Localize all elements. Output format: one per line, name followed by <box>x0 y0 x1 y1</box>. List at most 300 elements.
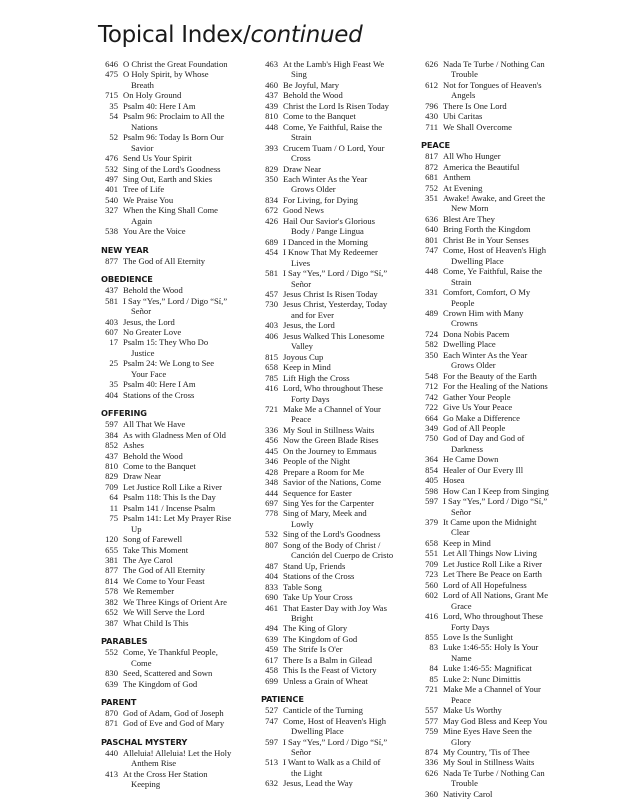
hymn-title-block <box>438 642 586 663</box>
hymn-title: Jesus, the Lord <box>283 320 335 331</box>
hymn-number: 834 <box>265 194 278 205</box>
hymn-title: Psalm 141 / Incense Psalm <box>123 502 216 513</box>
index-entry <box>421 454 586 464</box>
hymn-title-block <box>118 419 259 429</box>
hymn-number: 52 <box>109 132 118 143</box>
topic-heading: OFFERING <box>101 408 147 419</box>
hymn-number: 444 <box>265 487 278 498</box>
topic-section <box>101 59 259 237</box>
hymn-title: You Are the Voice <box>123 226 186 237</box>
hymn-title: Not for Tongues of Heaven's <box>443 79 542 90</box>
hymn-title: Make Me a Channel of Your <box>283 403 381 414</box>
hymn-title-block <box>278 540 416 561</box>
hymn-title: All That We Have <box>123 419 186 430</box>
index-entry <box>421 101 586 111</box>
hymn-title-block <box>118 555 259 565</box>
hymn-title-block <box>278 247 416 268</box>
hymn-title: May God Bless and Keep You <box>443 715 548 726</box>
hymn-title-block <box>438 580 586 590</box>
hymn-number: 829 <box>265 163 278 174</box>
index-entry <box>101 59 259 69</box>
hymn-number: 497 <box>105 173 118 184</box>
index-entry <box>261 571 416 581</box>
hymn-title-block <box>438 80 586 101</box>
hymn-title-block <box>438 371 586 381</box>
hymn-title-block <box>438 757 586 767</box>
hymn-number: 607 <box>105 326 118 337</box>
hymn-title-continuation: Forty Days <box>291 393 330 404</box>
hymn-title: We Remember <box>123 586 175 597</box>
index-entry <box>421 684 586 705</box>
hymn-title-block <box>118 358 259 379</box>
hymn-title-continuation: Clear <box>451 527 470 538</box>
hymn-title: Jesus Christ, Yesterday, Today <box>283 299 388 310</box>
hymn-title: Joyous Cup <box>283 351 324 362</box>
hymn-number: 416 <box>265 383 278 394</box>
hymn-title-block <box>438 486 586 496</box>
hymn-title-block <box>438 475 586 485</box>
index-entry <box>261 404 416 425</box>
index-entry <box>421 245 586 266</box>
hymn-number: 597 <box>105 419 118 430</box>
hymn-title-block <box>118 482 259 492</box>
index-entry <box>421 224 586 234</box>
hymn-number: 830 <box>105 668 118 679</box>
index-entry <box>261 216 416 237</box>
index-entry <box>421 350 586 371</box>
hymn-number: 877 <box>105 565 118 576</box>
hymn-title-block <box>118 296 259 317</box>
hymn-title: I Danced in the Morning <box>283 236 368 247</box>
hymn-title: This Is the Feast of Victory <box>283 665 377 676</box>
hymn-number: 538 <box>105 226 118 237</box>
index-entry <box>261 665 416 675</box>
hymn-title-block <box>118 748 259 769</box>
index-entry <box>421 59 586 80</box>
hymn-title-block <box>278 331 416 352</box>
hymn-title-block <box>278 195 416 205</box>
index-entry <box>421 559 586 569</box>
index-entry <box>261 737 416 758</box>
hymn-number: 632 <box>265 778 278 789</box>
index-entry <box>101 285 259 295</box>
hymn-number: 655 <box>105 544 118 555</box>
index-entry <box>421 768 586 789</box>
index-entry <box>261 122 416 143</box>
topic-heading: PEACE <box>421 140 451 151</box>
hymn-number: 384 <box>105 429 118 440</box>
hymn-number: 430 <box>425 111 438 122</box>
hymn-title-block <box>278 446 416 456</box>
hymn-title-block <box>278 665 416 675</box>
hymn-title-block <box>438 465 586 475</box>
hymn-title: Let All Things Now Living <box>443 548 537 559</box>
index-entry <box>261 425 416 435</box>
hymn-title: Nada Te Turbe / Nothing Can <box>443 767 545 778</box>
hymn-number: 85 <box>429 673 438 684</box>
page-title <box>98 22 362 48</box>
hymn-number: 439 <box>265 100 278 111</box>
hymn-title: Come, Host of Heaven's High <box>283 715 386 726</box>
index-entry <box>421 705 586 715</box>
hymn-title: My Soul in Stillness Waits <box>283 424 375 435</box>
hymn-title: It Came upon the Midnight <box>443 517 537 528</box>
index-entry <box>101 576 259 586</box>
hymn-number: 626 <box>425 767 438 778</box>
index-entry <box>421 235 586 245</box>
hymn-title-block <box>118 607 259 617</box>
hymn-title: I Know That My Redeemer <box>283 247 378 258</box>
hymn-title: Mine Eyes Have Seen the <box>443 726 532 737</box>
hymn-title: Take This Moment <box>123 544 189 555</box>
hymn-title-block <box>278 498 416 508</box>
index-entry <box>261 508 416 529</box>
index-entry <box>261 467 416 477</box>
hymn-title: Awake! Awake, and Greet the <box>443 192 546 203</box>
hymn-title-block <box>118 597 259 607</box>
hymn-title-block <box>278 488 416 498</box>
index-entry <box>421 183 586 193</box>
hymn-title-block <box>278 571 416 581</box>
hymn-title: Give Us Your Peace <box>443 402 513 413</box>
index-entry <box>261 195 416 205</box>
hymn-title-block <box>278 561 416 571</box>
hymn-title-block <box>278 655 416 665</box>
hymn-title: What Child Is This <box>123 617 189 628</box>
page-title-main: Topical Index/ <box>98 22 251 48</box>
index-entry <box>421 716 586 726</box>
hymn-number: 513 <box>265 757 278 768</box>
hymn-title-block <box>438 392 586 402</box>
hymn-title-block <box>278 477 416 487</box>
index-entry <box>101 153 259 163</box>
index-entry <box>421 111 586 121</box>
hymn-title-continuation: Señor <box>291 747 312 757</box>
hymn-title-block <box>438 193 586 214</box>
index-entry <box>421 193 586 214</box>
hymn-title: Luke 1:46-55: Magnificat <box>443 663 532 674</box>
hymn-title-block <box>278 164 416 174</box>
hymn-title: Come to the Banquet <box>283 111 356 122</box>
hymn-title: That Easter Day with Joy Was <box>283 602 387 613</box>
hymn-title-continuation: Forty Days <box>451 621 490 632</box>
hymn-title: Psalm 118: This Is the Day <box>123 492 216 503</box>
hymn-number: 557 <box>425 705 438 716</box>
hymn-title: O Christ the Great Foundation <box>123 59 228 69</box>
topic-section <box>421 140 586 799</box>
hymn-title-block <box>118 256 259 266</box>
index-entry <box>101 337 259 358</box>
hymn-number: 426 <box>265 215 278 226</box>
hymn-title-block <box>278 644 416 654</box>
hymn-title: Comfort, Comfort, O My <box>443 287 531 298</box>
hymn-title: The Aye Carol <box>123 555 173 566</box>
hymn-title-block <box>278 122 416 143</box>
topic-heading: NEW YEAR <box>101 244 149 255</box>
hymn-number: 364 <box>425 454 438 465</box>
hymn-title-block <box>278 373 416 383</box>
hymn-title: Christ the Lord Is Risen Today <box>283 100 389 111</box>
hymn-title-block <box>118 184 259 194</box>
index-entry <box>261 320 416 330</box>
hymn-title-continuation: Strain <box>291 132 312 143</box>
hymn-title: My Country, 'Tis of Thee <box>443 747 530 757</box>
index-entry <box>261 373 416 383</box>
hymn-title-block <box>438 559 586 569</box>
index-entry <box>421 392 586 402</box>
hymn-title-continuation: Dwelling Place <box>291 726 344 737</box>
hymn-title-block <box>118 718 259 728</box>
hymn-title: Good News <box>283 205 324 216</box>
hymn-number: 854 <box>425 464 438 475</box>
index-entry <box>421 80 586 101</box>
index-entry <box>421 789 586 799</box>
hymn-title: Sing Yes for the Carpenter <box>283 498 374 509</box>
hymn-number: 405 <box>425 475 438 486</box>
index-entry <box>101 430 259 440</box>
hymn-title: Stations of the Cross <box>123 389 195 400</box>
hymn-title-block <box>438 747 586 757</box>
hymn-number: 715 <box>105 90 118 101</box>
page-title-continued: continued <box>250 22 363 48</box>
hymn-title: Crucem Tuam / O Lord, Your <box>283 142 385 153</box>
hymn-title-block <box>118 586 259 596</box>
hymn-number: 532 <box>265 529 278 540</box>
hymn-number: 17 <box>109 337 118 348</box>
index-entry <box>421 402 586 412</box>
index-entry <box>421 569 586 579</box>
hymn-title-block <box>118 379 259 389</box>
hymn-title-block <box>278 352 416 362</box>
hymn-title-block <box>438 402 586 412</box>
hymn-title-block <box>278 90 416 100</box>
hymn-title-block <box>278 582 416 592</box>
hymn-number: 489 <box>425 307 438 318</box>
hymn-title-continuation: Angels <box>451 90 476 101</box>
index-entry <box>101 174 259 184</box>
index-entry <box>101 440 259 450</box>
hymn-title: Anthem <box>443 172 471 183</box>
hymn-title: Let Justice Roll Like a River <box>443 558 543 569</box>
index-entry <box>421 381 586 391</box>
hymn-title: I Want to Walk as a Child of <box>283 757 381 768</box>
hymn-title-block <box>438 235 586 245</box>
hymn-number: 120 <box>105 534 118 545</box>
index-entry <box>261 498 416 508</box>
hymn-title: Now the Green Blade Rises <box>283 435 379 446</box>
hymn-title: Christ Be in Your Senses <box>443 234 529 245</box>
hymn-title: Song of the Body of Christ / <box>283 539 381 550</box>
hymn-number: 712 <box>425 381 438 392</box>
hymn-title-block <box>278 404 416 425</box>
hymn-title: Be Joyful, Mary <box>283 79 340 90</box>
hymn-title: As with Gladness Men of Old <box>123 429 226 440</box>
hymn-title: God of Adam, God of Joseph <box>123 708 224 719</box>
hymn-title-block <box>278 705 416 715</box>
hymn-number: 404 <box>105 389 118 400</box>
hymn-title: Stand Up, Friends <box>283 560 346 571</box>
hymn-title-continuation: Canción del Cuerpo de Cristo <box>291 550 394 561</box>
hymn-title: For the Beauty of the Earth <box>443 370 537 381</box>
hymn-title-block <box>118 90 259 100</box>
hymn-title: Nativity Carol <box>443 788 493 799</box>
hymn-number: 870 <box>105 708 118 719</box>
hymn-title-continuation: Name <box>451 652 472 663</box>
index-entry <box>261 540 416 561</box>
hymn-title: God of All People <box>443 422 506 433</box>
index-entry <box>101 668 259 678</box>
hymn-title-continuation: Strain <box>451 276 472 287</box>
hymn-title-block <box>278 383 416 404</box>
hymn-title-block <box>278 716 416 737</box>
hymn-title: The King of Glory <box>283 623 348 634</box>
hymn-title-block <box>118 132 259 153</box>
hymn-title: At the Lamb's High Feast We <box>283 59 385 69</box>
index-entry <box>261 676 416 686</box>
hymn-number: 721 <box>265 403 278 414</box>
index-entry <box>421 580 586 590</box>
hymn-title: Each Winter As the Year <box>443 349 528 360</box>
hymn-title-block <box>118 390 259 400</box>
hymn-number: 336 <box>265 424 278 435</box>
index-entry <box>101 545 259 555</box>
index-entry <box>101 101 259 111</box>
hymn-number: 582 <box>425 339 438 350</box>
hymn-title: Nada Te Turbe / Nothing Can <box>443 59 545 69</box>
hymn-title: Come to the Banquet <box>123 460 196 471</box>
hymn-number: 742 <box>425 391 438 402</box>
hymn-title: How Can I Keep from Singing <box>443 485 549 496</box>
hymn-title-block <box>438 245 586 266</box>
hymn-number: 25 <box>109 358 118 369</box>
hymn-title-block <box>438 663 586 673</box>
hymn-title: He Came Down <box>443 454 499 465</box>
hymn-title: Healer of Our Every Ill <box>443 464 524 475</box>
hymn-number: 459 <box>265 644 278 655</box>
index-entry <box>101 597 259 607</box>
hymn-title-block <box>438 266 586 287</box>
index-entry <box>421 329 586 339</box>
hymn-title: Alleluia! Alleluia! Let the Holy <box>123 747 232 758</box>
hymn-title: Sing of the Lord's Goodness <box>283 529 381 540</box>
hymn-title: There Is a Balm in Gilead <box>283 654 373 665</box>
hymn-number: 476 <box>105 153 118 164</box>
hymn-title: Let There Be Peace on Earth <box>443 569 542 580</box>
index-entry <box>421 632 586 642</box>
index-entry <box>101 451 259 461</box>
hymn-title-block <box>438 569 586 579</box>
hymn-title-block <box>118 451 259 461</box>
hymn-title: We Three Kings of Orient Are <box>123 596 227 607</box>
hymn-number: 796 <box>425 100 438 111</box>
hymn-number: 639 <box>265 633 278 644</box>
index-entry <box>101 317 259 327</box>
index-entry <box>101 534 259 544</box>
hymn-title-block <box>118 576 259 586</box>
index-entry <box>101 471 259 481</box>
hymn-number: 817 <box>425 151 438 162</box>
hymn-title-continuation: Grace <box>451 600 472 611</box>
hymn-title: Keep in Mind <box>283 362 331 373</box>
hymn-title: Jesus, Lead the Way <box>283 778 353 789</box>
index-entry <box>261 352 416 362</box>
hymn-number: 445 <box>265 445 278 456</box>
hymn-number: 350 <box>425 349 438 360</box>
hymn-title-block <box>438 59 586 80</box>
hymn-title-block <box>438 172 586 182</box>
topic-heading: PASCHAL MYSTERY <box>101 736 188 747</box>
hymn-title: My Soul in Stillness Waits <box>443 757 535 768</box>
hymn-number: 578 <box>105 586 118 597</box>
hymn-title-block <box>118 618 259 628</box>
index-column-2 <box>261 59 416 789</box>
hymn-title: Come, Ye Thankful People, <box>123 647 218 658</box>
hymn-number: 437 <box>105 450 118 461</box>
index-entry <box>101 503 259 513</box>
hymn-title-block <box>278 216 416 237</box>
hymn-number: 730 <box>265 299 278 310</box>
hymn-title-block <box>278 362 416 372</box>
hymn-number: 626 <box>425 59 438 69</box>
hymn-number: 810 <box>265 111 278 122</box>
hymn-number: 456 <box>265 435 278 446</box>
hymn-title: We Will Serve the Lord <box>123 607 205 618</box>
hymn-title: Lift High the Cross <box>283 372 350 383</box>
hymn-title: We Shall Overcome <box>443 121 512 132</box>
hymn-title: No Greater Love <box>123 326 182 337</box>
hymn-title: Come, Ye Faithful, Raise the <box>283 121 383 132</box>
hymn-number: 709 <box>105 481 118 492</box>
index-entry <box>421 162 586 172</box>
hymn-title-continuation: People <box>451 297 475 308</box>
index-entry <box>261 634 416 644</box>
hymn-number: 877 <box>105 255 118 266</box>
hymn-title-block <box>438 454 586 464</box>
hymn-title-block <box>438 308 586 329</box>
hymn-title-block <box>438 122 586 132</box>
hymn-number: 852 <box>105 440 118 451</box>
index-entry <box>421 266 586 287</box>
hymn-number: 437 <box>105 285 118 296</box>
hymn-number: 785 <box>265 372 278 383</box>
hymn-title: Psalm 40: Here I Am <box>123 100 196 111</box>
hymn-title-block <box>278 320 416 330</box>
hymn-number: 454 <box>265 247 278 258</box>
index-entry <box>421 590 586 611</box>
hymn-number: 711 <box>425 121 438 132</box>
index-entry <box>261 383 416 404</box>
topic-section <box>261 59 416 686</box>
hymn-title-block <box>438 716 586 726</box>
topic-section <box>101 636 259 689</box>
hymn-number: 697 <box>265 498 278 509</box>
hymn-title-block <box>438 433 586 454</box>
hymn-title: America the Beautiful <box>443 161 520 172</box>
index-entry <box>421 663 586 673</box>
hymn-number: 617 <box>265 654 278 665</box>
index-entry <box>261 237 416 247</box>
hymn-title-block <box>278 101 416 111</box>
hymn-title: Stations of the Cross <box>283 571 355 582</box>
hymn-title-block <box>118 769 259 790</box>
hymn-number: 639 <box>105 678 118 689</box>
hymn-title: We Come to Your Feast <box>123 575 205 586</box>
hymn-title: God of Eve and God of Mary <box>123 718 225 729</box>
hymn-number: 709 <box>425 558 438 569</box>
topic-section <box>101 697 259 729</box>
hymn-title-block <box>278 174 416 195</box>
hymn-title: Take Up Your Cross <box>283 592 353 603</box>
